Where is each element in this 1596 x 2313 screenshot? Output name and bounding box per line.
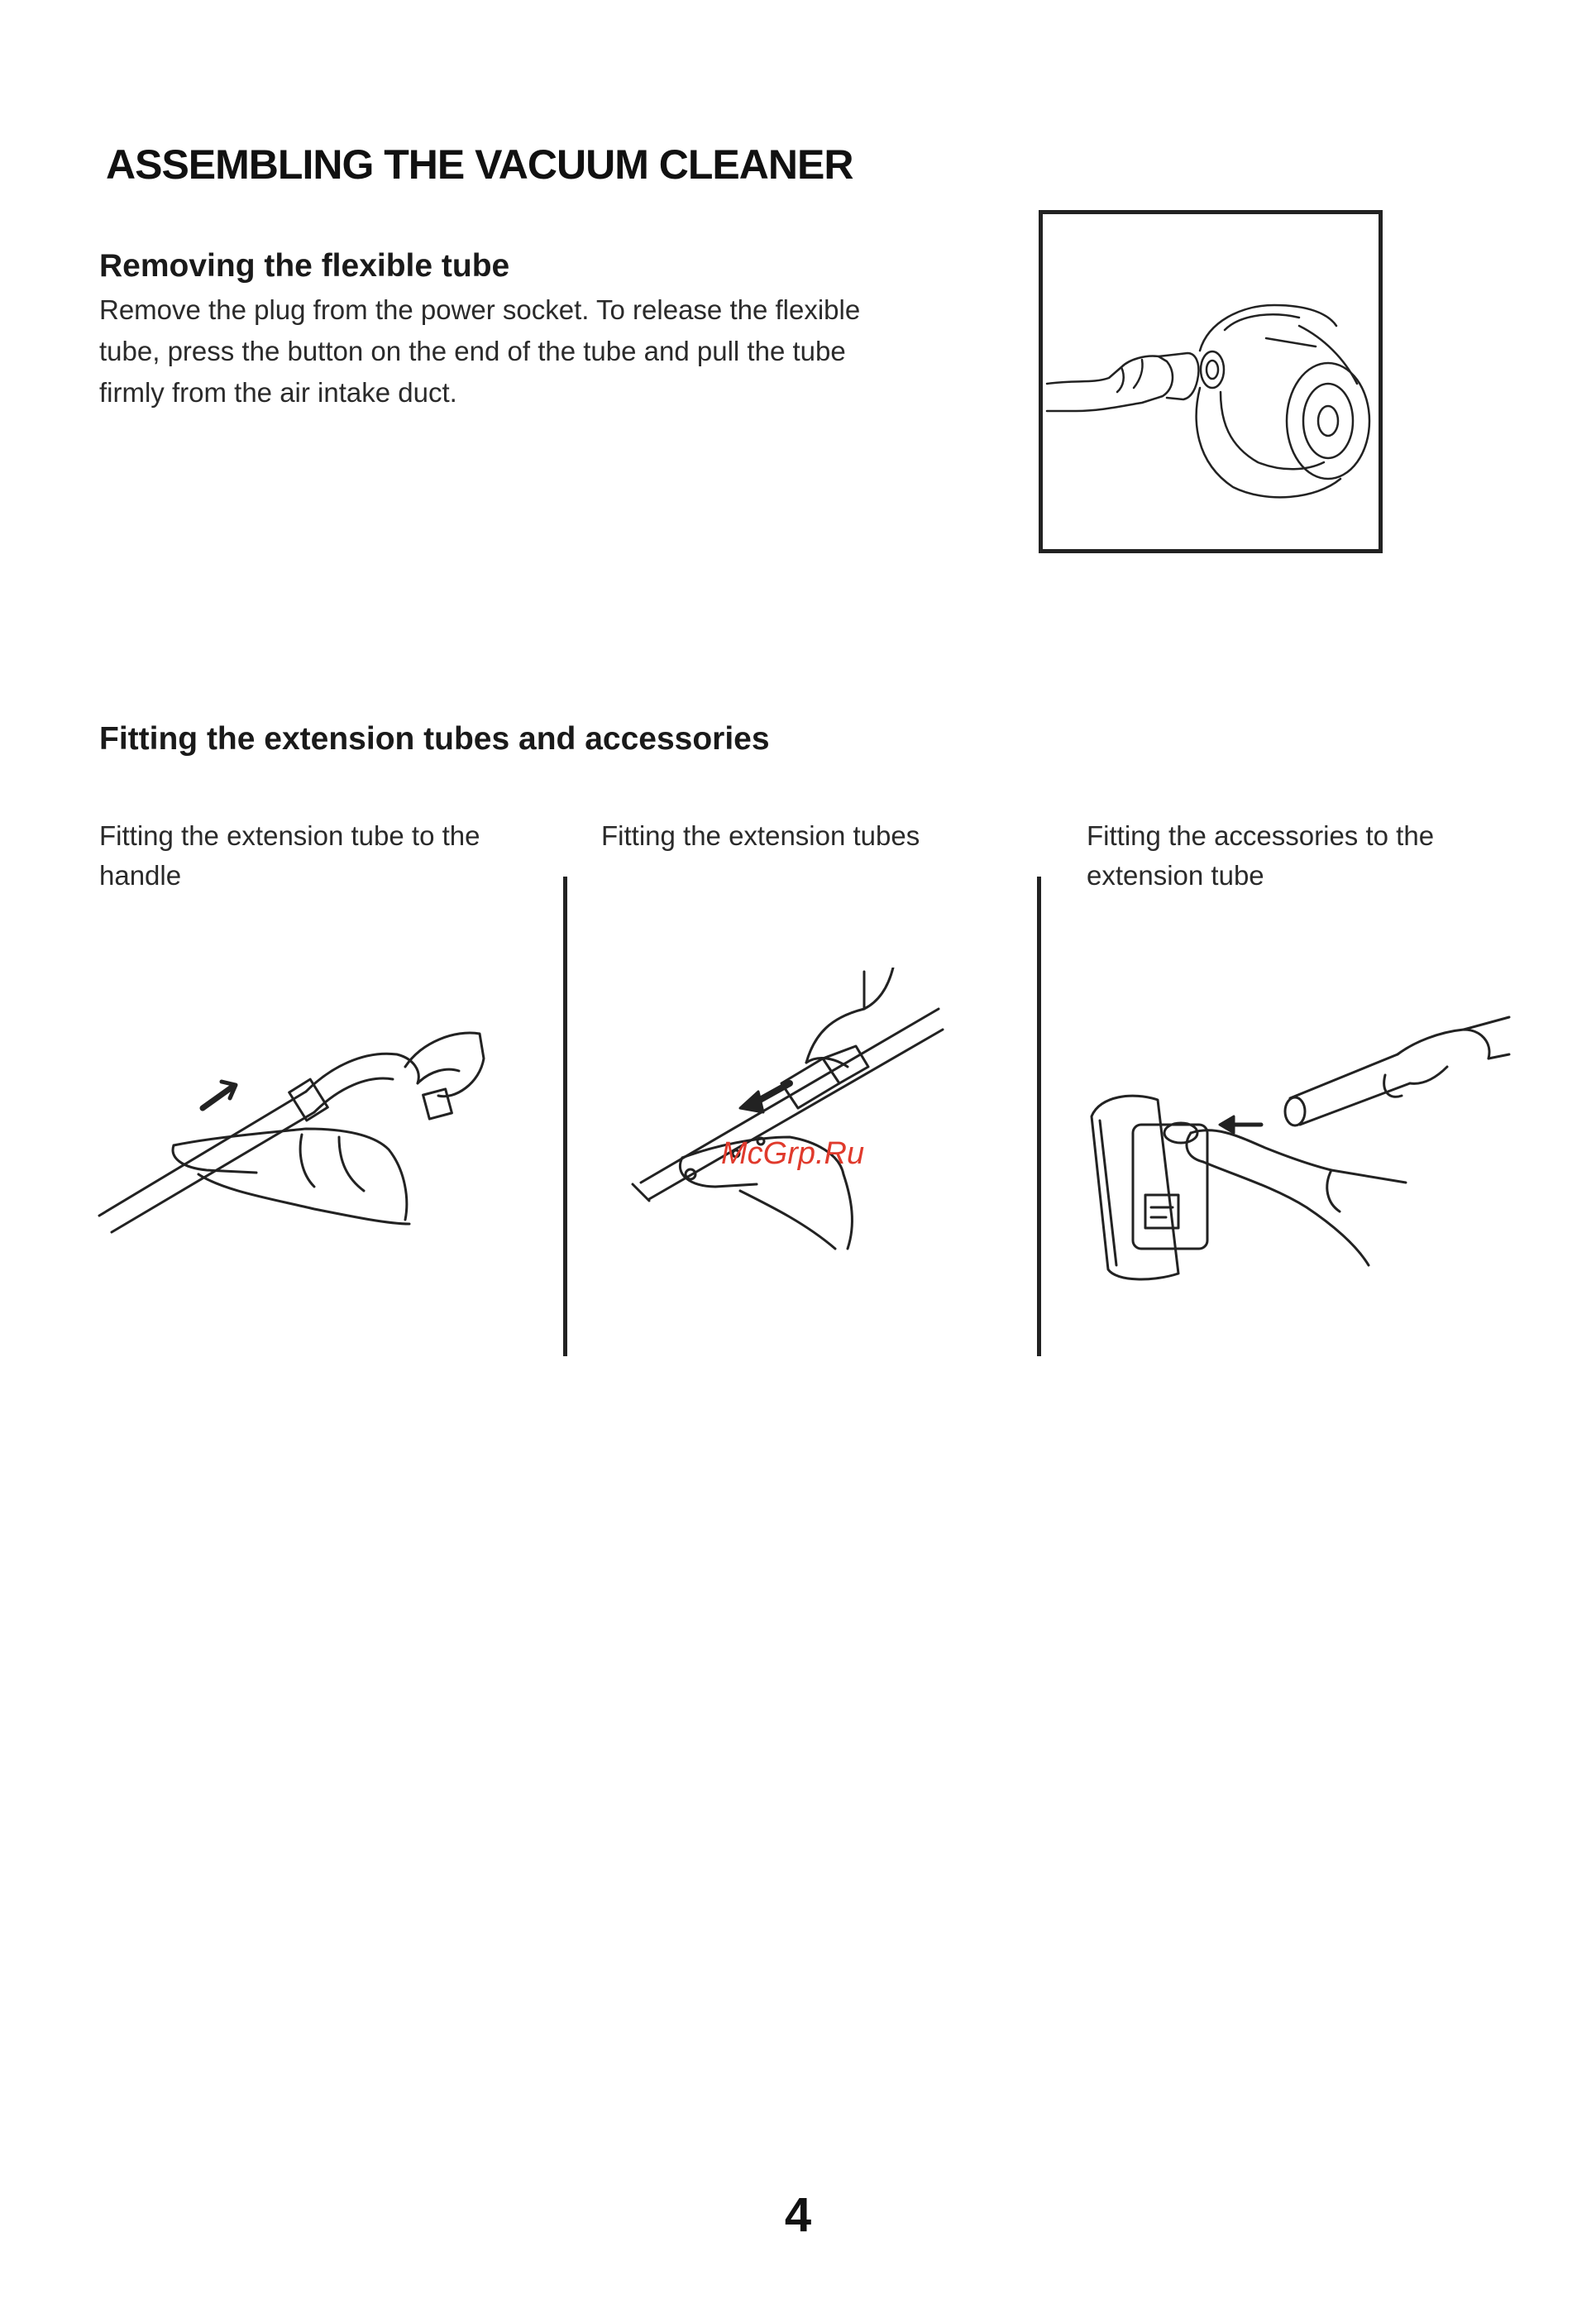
caption-line: extension tube bbox=[1087, 860, 1264, 891]
page-title: ASSEMBLING THE VACUUM CLEANER bbox=[106, 141, 853, 188]
removing-paragraph bbox=[99, 289, 1009, 413]
fitting-caption-2 bbox=[601, 816, 1031, 856]
column-divider-2 bbox=[1037, 877, 1041, 1356]
removing-line: tube, press the button on the end of the tube and pull the tube bbox=[99, 336, 846, 366]
column-divider-1 bbox=[563, 877, 567, 1356]
caption-line: Fitting the accessories to the bbox=[1087, 820, 1435, 851]
vacuum-cleaner-illustration bbox=[1043, 214, 1379, 549]
caption-line: Fitting the extension tube to the bbox=[99, 820, 480, 851]
fitting-caption-3 bbox=[1087, 816, 1550, 896]
removing-line: Remove the plug from the power socket. To release the flexible bbox=[99, 294, 861, 325]
extension-tubes-illustration bbox=[616, 968, 947, 1265]
removing-heading: Removing the flexible tube bbox=[99, 248, 510, 284]
page-number: 4 bbox=[784, 2188, 812, 2242]
removing-line: firmly from the air intake duct. bbox=[99, 377, 457, 408]
accessories-illustration bbox=[1083, 1009, 1513, 1282]
fitting-heading: Fitting the extension tubes and accessories bbox=[99, 721, 770, 757]
watermark: McGrp.Ru bbox=[721, 1136, 865, 1171]
fitting-caption-1 bbox=[99, 816, 562, 896]
caption-line: Fitting the extension tubes bbox=[601, 820, 920, 851]
caption-line: handle bbox=[99, 860, 182, 891]
extension-tube-handle-illustration bbox=[91, 992, 496, 1257]
vacuum-figure bbox=[1039, 210, 1383, 553]
